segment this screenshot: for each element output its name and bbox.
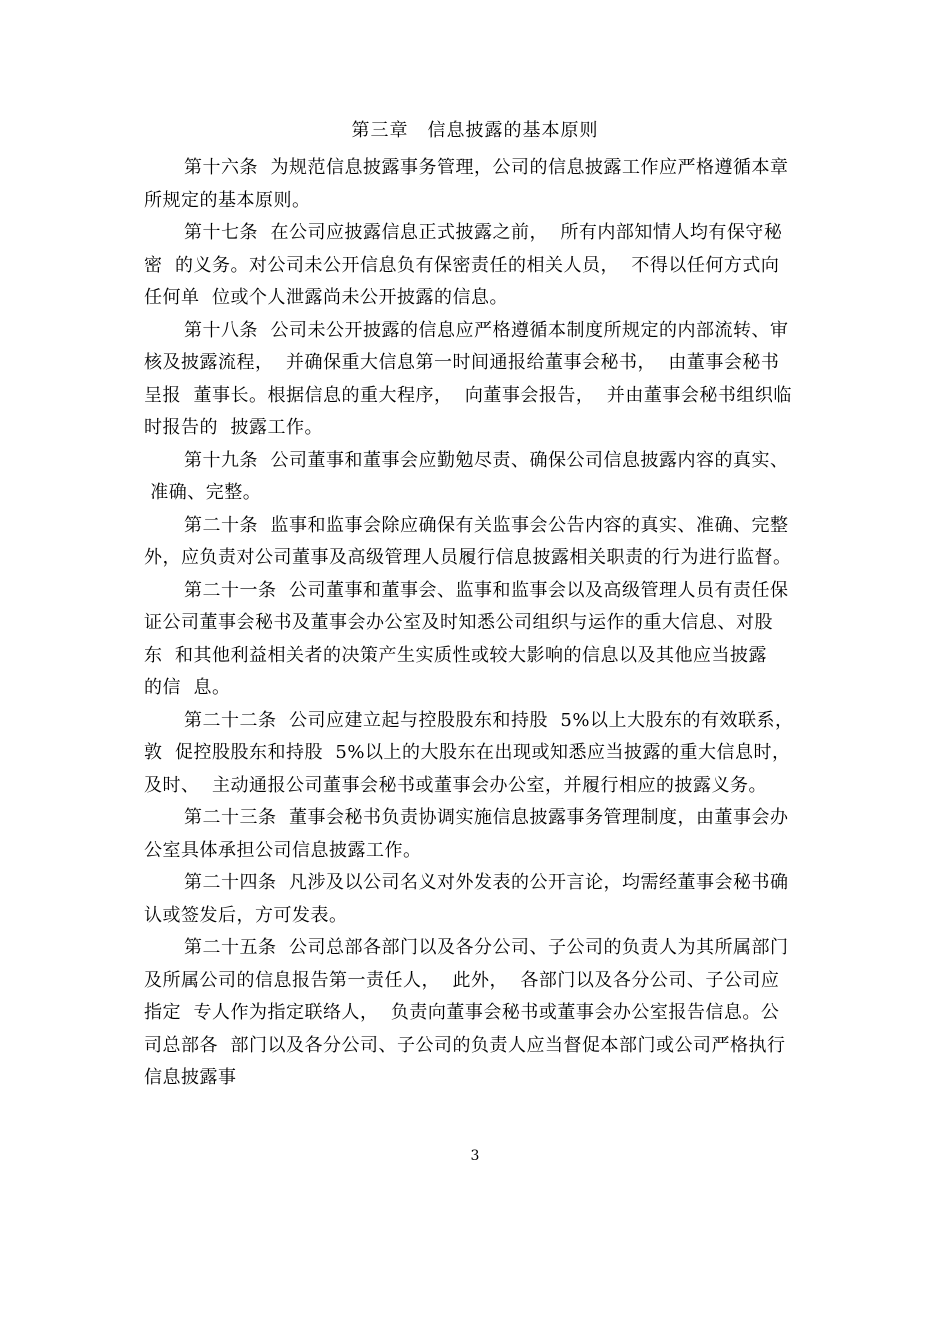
paragraph-line: 及所属公司的信息报告第一责任人， 此外， 各部门以及各分公司、子公司应 xyxy=(144,969,780,991)
paragraph-line: 时报告的 披露工作。 xyxy=(144,417,323,438)
paragraph-line: 认或签发后，方可发表。 xyxy=(144,904,348,926)
paragraph-line: 所规定的基本原则。 xyxy=(144,189,311,211)
paragraph-line: 第十七条 在公司应披露信息正式披露之前， 所有内部知情人均有保守秘 xyxy=(184,222,783,243)
article-19 xyxy=(144,445,810,510)
paragraph-line: 东 和其他利益相关者的决策产生实质性或较大影响的信息以及其他应当披露 xyxy=(144,644,767,666)
paragraph-line: 证公司董事会秘书及董事会办公室及时知悉公司组织与运作的重大信息、对股 xyxy=(144,612,773,633)
paragraph-line: 第二十一条 公司董事和董事会、监事和监事会以及高级管理人员有责任保 xyxy=(184,579,789,601)
paragraph-line: 核及披露流程， 并确保重大信息第一时间通报给董事会秘书， 由董事会秘书 xyxy=(144,352,780,373)
body-text xyxy=(144,152,810,1095)
paragraph-line: 第二十五条 公司总部各部门以及各分公司、子公司的负责人为其所属部门 xyxy=(184,937,789,958)
article-16 xyxy=(144,152,810,217)
paragraph-line: 的信 息。 xyxy=(144,677,231,698)
article-22 xyxy=(144,705,810,803)
article-21 xyxy=(144,575,810,705)
article-17 xyxy=(144,217,810,315)
paragraph-line: 第二十二条 公司应建立起与控股股东和持股 5%以上大股东的有效联系， xyxy=(184,709,794,731)
article-25 xyxy=(144,932,810,1095)
paragraph-line: 任何单 位或个人泄露尚未公开披露的信息。 xyxy=(144,287,508,308)
article-24 xyxy=(144,867,810,932)
paragraph-line: 第二十条 监事和监事会除应确保有关监事会公告内容的真实、准确、完整 xyxy=(184,514,789,536)
paragraph-line: 及时、 主动通报公司董事会秘书或董事会办公室，并履行相应的披露义务。 xyxy=(144,774,767,796)
paragraph-line: 指定 专人作为指定联络人， 负责向董事会秘书或董事会办公室报告信息。公 xyxy=(144,1002,780,1023)
paragraph-line: 呈报 董事长。根据信息的重大程序， 向董事会报告， 并由董事会秘书组织临 xyxy=(144,384,792,406)
paragraph-line: 密 的义务。对公司未公开信息负有保密责任的相关人员， 不得以任何方式向 xyxy=(144,254,780,276)
article-20 xyxy=(144,510,810,575)
paragraph-line: 第十九条 公司董事和董事会应勤勉尽责、确保公司信息披露内容的真实、 xyxy=(184,449,789,471)
paragraph-line: 外，应负责对公司董事及高级管理人员履行信息披露相关职责的行为进行监督。 xyxy=(144,547,792,568)
paragraph-line: 第二十四条 凡涉及以公司名义对外发表的公开言论，均需经董事会秘书确 xyxy=(184,872,789,893)
paragraph-line: 第二十三条 董事会秘书负责协调实施信息披露事务管理制度，由董事会办 xyxy=(184,807,789,828)
article-23 xyxy=(144,802,810,867)
paragraph-line: 司总部各 部门以及各分公司、子公司的负责人应当督促本部门或公司严格执行 xyxy=(144,1034,786,1056)
paragraph-line: 第十六条 为规范信息披露事务管理，公司的信息披露工作应严格遵循本章 xyxy=(184,157,789,178)
paragraph-line: 第十八条 公司未公开披露的信息应严格遵循本制度所规定的内部流转、审 xyxy=(184,319,789,341)
page-number: 3 xyxy=(470,1148,480,1164)
article-18 xyxy=(144,315,810,445)
chapter-title: 第三章 信息披露的基本原则 xyxy=(351,120,599,141)
paragraph-line: 信息披露事 xyxy=(144,1067,237,1088)
paragraph-line: 敦 促控股股东和持股 5%以上的大股东在出现或知悉应当披露的重大信息时， xyxy=(144,742,791,763)
paragraph-line: 公室具体承担公司信息披露工作。 xyxy=(144,839,422,861)
paragraph-line: 准确、完整。 xyxy=(144,482,262,503)
